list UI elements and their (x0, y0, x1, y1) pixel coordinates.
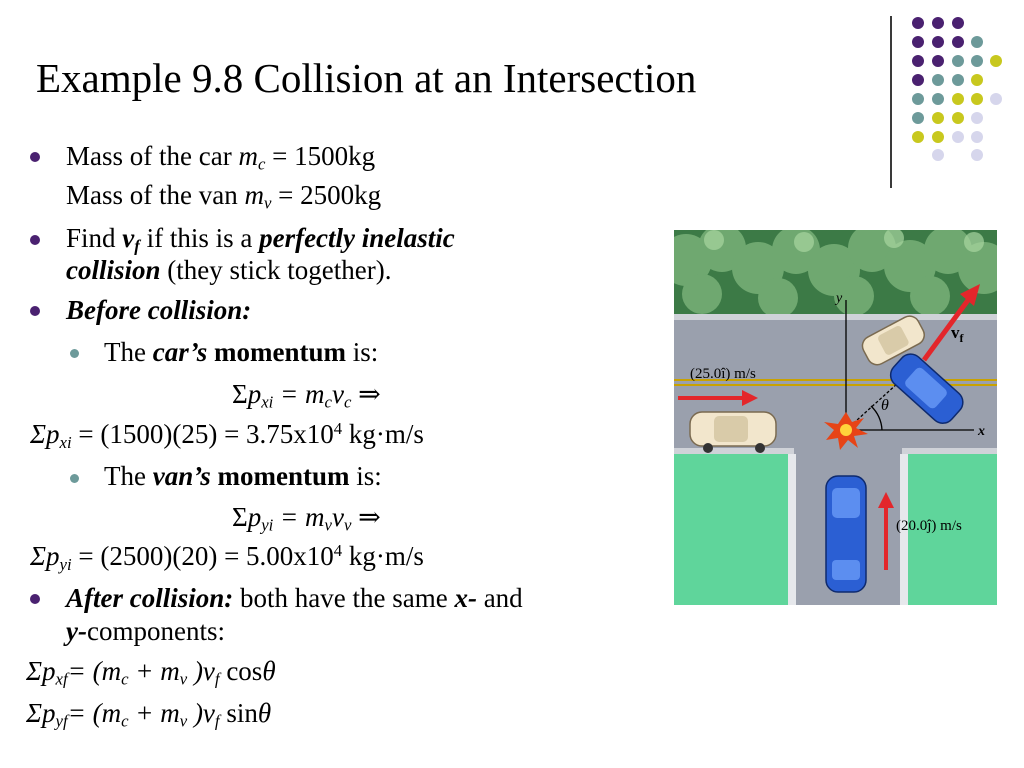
sub-bullet-dot (70, 474, 79, 483)
mass-subscript: c (324, 392, 332, 412)
equation-final-y-momentum (26, 699, 271, 731)
open-term: = (m (67, 656, 122, 686)
mass-car-subscript: c (257, 154, 266, 174)
velocity-subscript: c (343, 392, 352, 412)
trig-function: sin (226, 698, 258, 728)
exponent: 4 (333, 541, 343, 560)
vf-label: $v_f$ (951, 323, 964, 345)
bullet-dot (30, 152, 40, 162)
dot-row-7 (912, 131, 983, 143)
close-term: )v (193, 698, 215, 728)
mass-term: = m (280, 502, 325, 532)
after-rest: both have the same (240, 583, 448, 613)
momentum-subscript: xi (59, 432, 72, 452)
mass-subscript-v: v (179, 669, 188, 689)
plus-term: + m (135, 656, 180, 686)
components-word: components: (86, 616, 225, 646)
mass-car-prefix: Mass of the car (66, 141, 232, 171)
equation-final-x-momentum (26, 657, 276, 689)
bullet-dot (30, 594, 40, 604)
car-possessive: car’s (152, 337, 208, 367)
velocity-subscript-f: f (214, 711, 220, 731)
close-term: )v (193, 656, 215, 686)
find-symbol: v (122, 223, 135, 253)
velocity-subscript-f: f (214, 669, 220, 689)
unit: kg·m/s (348, 419, 424, 450)
van-velocity-label: (20.0ĵ) m/s (896, 518, 962, 534)
theta-symbol: θ (257, 698, 272, 728)
sigma-symbol: Σ (30, 419, 47, 450)
sigma-symbol: Σ (232, 502, 248, 532)
slide-title: Example 9.8 Collision at an Intersection (36, 55, 697, 101)
sigma-symbol: Σ (26, 656, 43, 686)
dot-row-5 (912, 93, 1002, 105)
find-subscript: f (134, 236, 140, 256)
and-word: and (483, 583, 523, 613)
momentum-subscript: yf (55, 711, 68, 731)
after-collision-line (66, 584, 523, 614)
momentum-symbol: p (46, 541, 60, 572)
mass-van-prefix: Mass of the van (66, 180, 238, 210)
plus-term: + m (135, 698, 180, 728)
momentum-symbol: p (247, 502, 262, 532)
momentum-symbol: p (42, 656, 56, 686)
find-prefix: Find (66, 223, 116, 253)
before-collision-heading: Before collision: (66, 295, 252, 325)
x-axis-label: x (978, 424, 985, 439)
equation-car-momentum-symbolic (232, 380, 381, 412)
theta-symbol: θ (262, 656, 276, 686)
dot-row-1 (912, 17, 964, 29)
mass-subscript-c: c (121, 711, 129, 731)
sigma-symbol: Σ (232, 379, 248, 409)
mass-van-symbol: m (244, 180, 264, 210)
mass-subscript-v: v (179, 711, 188, 731)
momentum-subscript: yi (261, 515, 274, 535)
sigma-symbol: Σ (26, 698, 43, 728)
bullet-dot (30, 306, 40, 316)
van-the: The (104, 461, 146, 491)
x-label: x- (454, 583, 477, 613)
car-momentum-word: momentum (213, 337, 346, 367)
mass-van-value: = 2500kg (278, 180, 382, 210)
find-emphasis: perfectly inelastic (259, 223, 455, 253)
car-is: is: (352, 337, 379, 367)
theta-label: θ (881, 397, 889, 414)
momentum-symbol: p (42, 698, 56, 728)
mass-subscript: v (324, 515, 332, 535)
trig-function: cos (226, 656, 263, 686)
van-before-collision (826, 476, 866, 592)
mass-van-subscript: v (263, 193, 272, 213)
velocity-subscript: v (343, 515, 352, 535)
dot-row-2 (912, 36, 983, 48)
y-axis-label: y (836, 291, 843, 306)
y-label: y- (66, 616, 87, 646)
implies-arrow: ⇒ (358, 502, 381, 532)
dot-row-3 (912, 55, 1002, 67)
equation-car-momentum-value (30, 420, 424, 452)
van-possessive: van’s (152, 461, 211, 491)
van-is: is: (356, 461, 382, 491)
car-momentum-line (104, 338, 378, 368)
mass-term: = m (280, 379, 325, 409)
dot-row-6 (912, 112, 983, 124)
equation-value: = (2500)(20) = 5.00x10 (78, 541, 334, 572)
collision-line (66, 256, 391, 286)
car-the: The (104, 337, 146, 367)
divider-line (890, 16, 892, 188)
dot-row-4 (912, 74, 983, 86)
momentum-subscript: xi (261, 392, 274, 412)
sigma-symbol: Σ (30, 541, 47, 572)
components-line (66, 617, 225, 647)
mass-car-symbol: m (238, 141, 258, 171)
mass-subscript-c: c (121, 669, 129, 689)
van-momentum-line (104, 462, 382, 492)
equation-van-momentum-symbolic (232, 503, 381, 535)
equation-van-momentum-value (30, 542, 424, 574)
find-middle: if this is a (146, 223, 253, 253)
van-momentum-word: momentum (217, 461, 350, 491)
after-collision-heading: After collision: (66, 583, 234, 613)
sub-bullet-dot (70, 349, 79, 358)
velocity-term: v (331, 379, 344, 409)
mass-car-value: = 1500kg (272, 141, 376, 171)
exponent: 4 (333, 419, 343, 438)
collision-word: collision (66, 255, 161, 285)
car-velocity-label: (25.0î) m/s (690, 366, 756, 382)
momentum-symbol: p (247, 379, 262, 409)
momentum-symbol: p (46, 419, 60, 450)
collision-rest: (they stick together). (167, 255, 392, 285)
dot-row-8 (932, 149, 983, 161)
equation-value: = (1500)(25) = 3.75x10 (78, 419, 334, 450)
unit: kg·m/s (348, 541, 424, 572)
velocity-term: v (331, 502, 344, 532)
implies-arrow: ⇒ (358, 379, 381, 409)
find-line (66, 224, 455, 256)
momentum-subscript: yi (59, 554, 72, 574)
bullet-dot (30, 235, 40, 245)
momentum-subscript: xf (55, 669, 68, 689)
mass-car-line (66, 142, 375, 174)
mass-van-line (66, 181, 381, 213)
intersection-illustration (674, 230, 997, 605)
open-term: = (m (67, 698, 122, 728)
